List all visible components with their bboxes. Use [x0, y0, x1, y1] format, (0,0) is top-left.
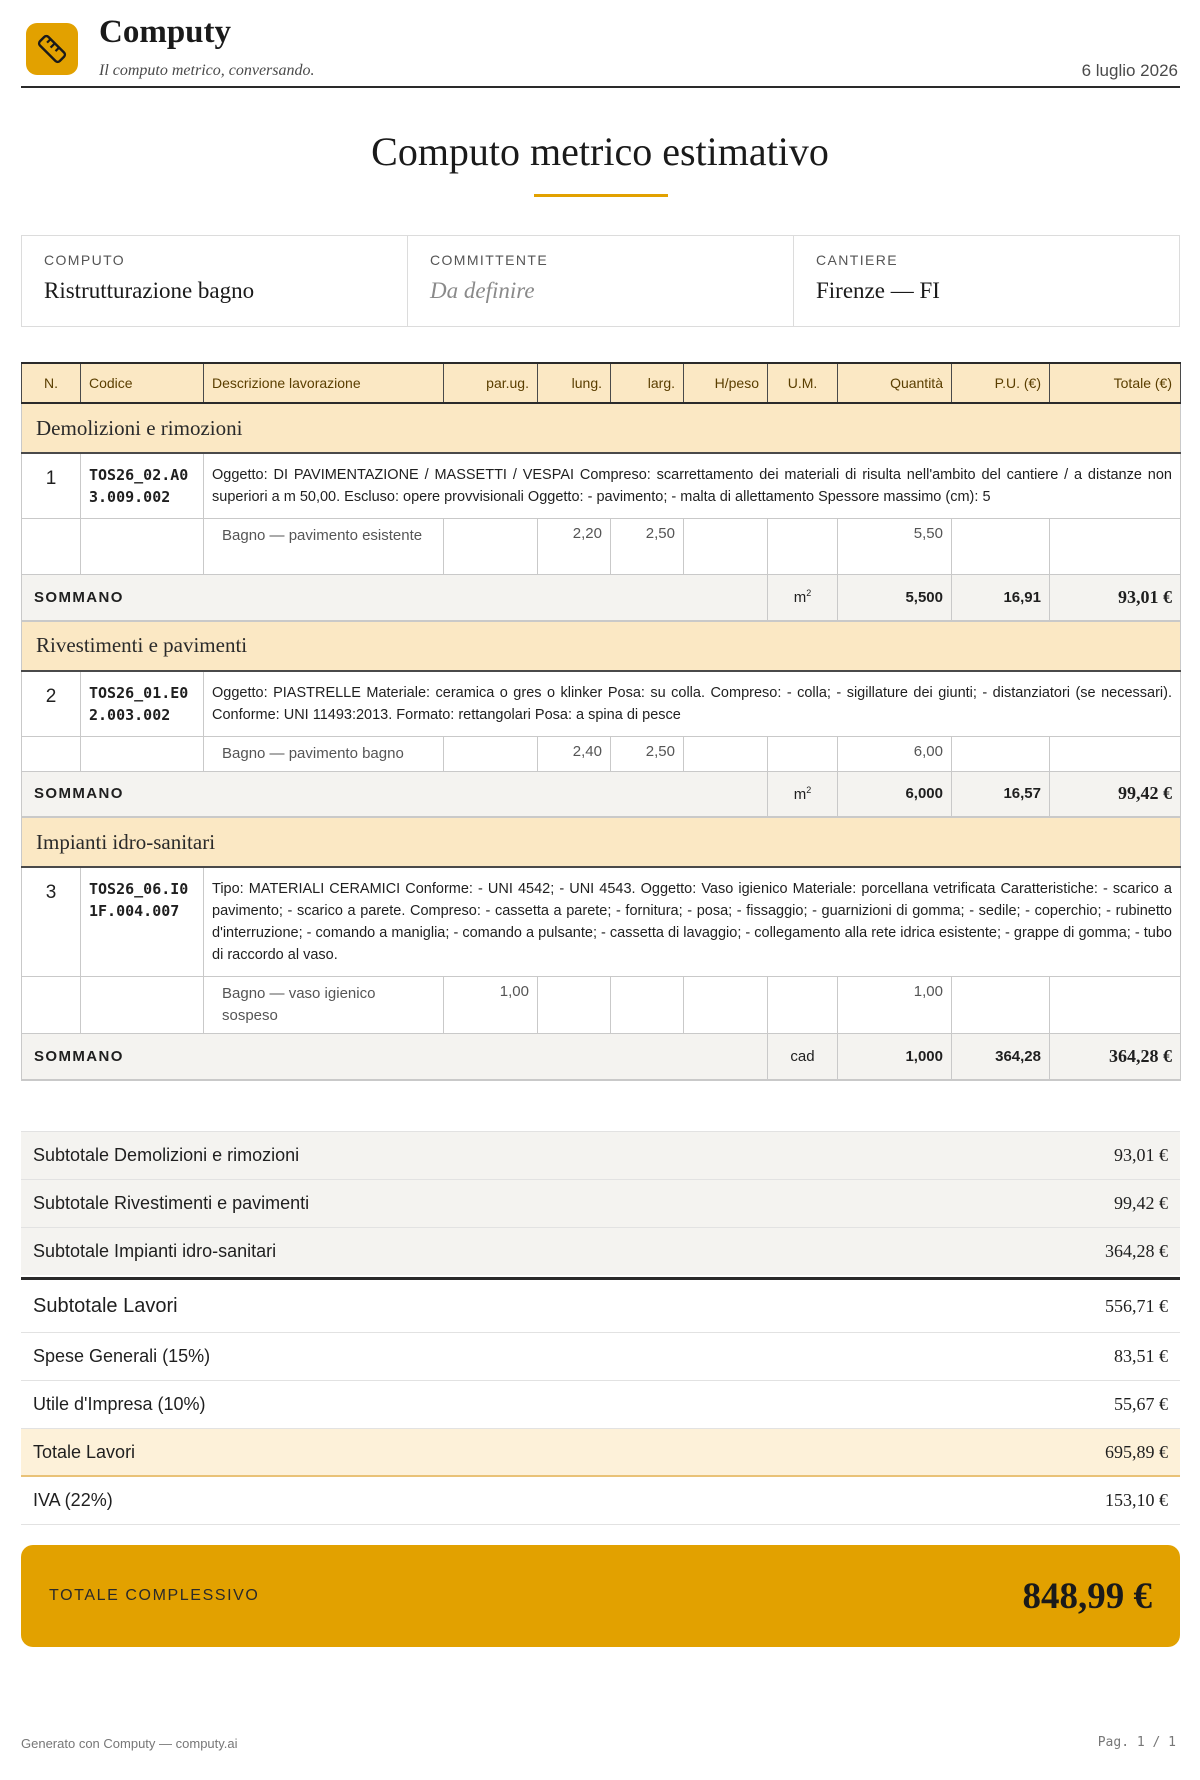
utile-impresa-row: [21, 1381, 1180, 1429]
measure-larg: 2,50: [611, 519, 684, 575]
section-row: [22, 817, 1181, 867]
subtotal-row: [21, 1179, 1180, 1227]
measure-lung: [538, 977, 611, 1034]
total-value: 556,71 €: [1105, 1296, 1168, 1316]
col-header: Descrizione lavorazione: [204, 363, 444, 403]
section-title: Rivestimenti e pavimenti: [22, 621, 1181, 671]
measure-description: Bagno — vaso igienico sospeso: [204, 977, 444, 1034]
table-row: [22, 867, 1181, 977]
sum-unit-price: 16,57: [952, 771, 1050, 817]
item-description: Oggetto: PIASTRELLE Materiale: ceramica o gres o klinker Posa: su colla. Compreso: - colla; - sigillature dei giunti; - distanziatori (se necessari). Conforme: UNI 11493:2013. Formato: rettangolari Posa: a spina di pesce: [204, 671, 1181, 737]
info-computo: [22, 236, 408, 326]
info-label: COMPUTO: [44, 252, 126, 268]
col-header: lung.: [538, 363, 611, 403]
title-underline: [534, 194, 668, 197]
info-value: Firenze — FI: [816, 278, 940, 303]
measure-lung: 2,40: [538, 736, 611, 771]
spese-generali-row: [21, 1333, 1180, 1381]
logo: [26, 23, 78, 75]
page-number: Pag. 1 / 1: [1097, 1735, 1176, 1750]
sum-quantity: 5,500: [838, 575, 952, 621]
grand-total-banner: [21, 1545, 1180, 1647]
measure-larg: [611, 977, 684, 1034]
total-label: Subtotale Lavori: [33, 1295, 178, 1317]
measure-row: [22, 977, 1181, 1034]
computo-table: [21, 362, 1181, 1081]
subtotal-value: 93,01 €: [1114, 1145, 1168, 1165]
item-number: 1: [22, 453, 81, 519]
item-number: 2: [22, 671, 81, 737]
measure-parug: 1,00: [444, 977, 538, 1034]
subtotal-label: Subtotale Impianti idro-sanitari: [33, 1241, 277, 1261]
subtotal-value: 99,42 €: [1114, 1193, 1168, 1213]
totals-summary: [21, 1281, 1180, 1525]
sum-total: 99,42 €: [1050, 771, 1181, 817]
sum-quantity: 6,000: [838, 771, 952, 817]
item-description: Oggetto: DI PAVIMENTAZIONE / MASSETTI / VESPAI Compreso: scarrettamento dei materiali di risulta nell'ambito del cantiere / a distanze non superiori a m 50,00. Escluso: opere provvisionali Oggetto: - pavimento; - malta di allettamento Spessore massimo (cm): 5: [204, 453, 1181, 519]
section-subtotals: [21, 1131, 1180, 1275]
sum-unit: $m^2$: [768, 575, 838, 621]
section-row: [22, 621, 1181, 671]
info-cantiere: [794, 236, 1179, 326]
measure-qty: 5,50: [838, 519, 952, 575]
measure-qty: 6,00: [838, 736, 952, 771]
sum-label: SOMMANO: [22, 771, 768, 817]
total-label: Spese Generali (15%): [33, 1346, 211, 1366]
sum-label: SOMMANO: [22, 575, 768, 621]
table-row: [22, 453, 1181, 519]
total-value: 153,10 €: [1105, 1490, 1168, 1510]
page-title: Computo metrico estimativo: [371, 129, 829, 174]
sum-unit-price: 364,28: [952, 1034, 1050, 1080]
total-label: Utile d'Impresa (10%): [33, 1394, 206, 1414]
item-code: TOS26_02.A0 3.009.002: [81, 453, 204, 519]
info-label: CANTIERE: [816, 252, 898, 268]
total-value: 83,51 €: [1114, 1346, 1168, 1366]
item-description: Tipo: MATERIALI CERAMICI Conforme: - UNI 4542; - UNI 4543. Oggetto: Vaso igienico Materiale: porcellana vetrificata Caratteristiche: - scarico a pavimento; - scarico a parete. Compreso: - cassetta a parete; - fornitura; - posa; - fissaggio; - guarnizioni di gomma; - sedile; - coperchio; - rubinetto d'interruzione; - comando a maniglia; - comando a pulsante; - cassetta di lavaggio; - collegamento alla rete idrica esistente; - grappe di gomma; - tubo di raccordo al vaso.: [204, 867, 1181, 977]
project-info: [21, 235, 1180, 327]
tagline: Il computo metrico, conversando.: [99, 62, 315, 79]
col-header: U.M.: [768, 363, 838, 403]
measure-row: [22, 736, 1181, 771]
measure-parug: [444, 519, 538, 575]
measure-row: [22, 519, 1181, 575]
sum-row: [22, 771, 1181, 817]
section-row: [22, 403, 1181, 453]
total-label: IVA (22%): [33, 1490, 113, 1510]
item-code: TOS26_01.E0 2.003.002: [81, 671, 204, 737]
document-date: 6 luglio 2026: [1081, 61, 1178, 80]
grand-total-label: TOTALE COMPLESSIVO: [49, 1587, 260, 1604]
totale-lavori-row: [21, 1429, 1180, 1477]
brand-name: Computy: [99, 14, 232, 50]
sum-unit-price: 16,91: [952, 575, 1050, 621]
sum-unit: cad: [768, 1034, 838, 1080]
sum-label: SOMMANO: [22, 1034, 768, 1080]
subtotal-label: Subtotale Rivestimenti e pavimenti: [33, 1193, 310, 1213]
subtotal-row: [21, 1227, 1180, 1275]
measure-hpeso: [684, 977, 768, 1034]
subtotal-value: 364,28 €: [1105, 1241, 1168, 1261]
table-row: [22, 671, 1181, 737]
totals-divider: [21, 1277, 1180, 1280]
measure-hpeso: [684, 519, 768, 575]
measure-larg: 2,50: [611, 736, 684, 771]
iva-row: [21, 1477, 1180, 1525]
table-header-row: [22, 363, 1181, 403]
measure-hpeso: [684, 736, 768, 771]
item-number: 3: [22, 867, 81, 977]
page-header: [21, 14, 1180, 88]
measure-parug: [444, 736, 538, 771]
item-code: TOS26_06.I0 1F.004.007: [81, 867, 204, 977]
measure-description: Bagno — pavimento esistente: [204, 519, 444, 575]
section-title: Impianti idro-sanitari: [22, 817, 1181, 867]
measure-description: Bagno — pavimento bagno: [204, 736, 444, 771]
col-header: Totale (€): [1050, 363, 1181, 403]
col-header: P.U. (€): [952, 363, 1050, 403]
sum-quantity: 1,000: [838, 1034, 952, 1080]
subtotal-row: [21, 1131, 1180, 1179]
info-committente: [408, 236, 794, 326]
col-header: par.ug.: [444, 363, 538, 403]
col-header: larg.: [611, 363, 684, 403]
subtotal-lavori-row: [21, 1281, 1180, 1333]
info-label: COMMITTENTE: [430, 252, 549, 268]
col-header: H/peso: [684, 363, 768, 403]
footer-credit: Generato con Computy — computy.ai: [21, 1736, 238, 1751]
sum-row: [22, 575, 1181, 621]
section-title: Demolizioni e rimozioni: [22, 403, 1181, 453]
sum-total: 364,28 €: [1050, 1034, 1181, 1080]
col-header: Codice: [81, 363, 204, 403]
total-value: 695,89 €: [1105, 1441, 1168, 1462]
measure-lung: 2,20: [538, 519, 611, 575]
subtotal-label: Subtotale Demolizioni e rimozioni: [33, 1145, 300, 1165]
info-value: Da definire: [430, 278, 535, 303]
measure-qty: 1,00: [838, 977, 952, 1034]
sum-total: 93,01 €: [1050, 575, 1181, 621]
total-label: Totale Lavori: [33, 1441, 136, 1462]
total-value: 55,67 €: [1114, 1394, 1168, 1414]
info-value: Ristrutturazione bagno: [44, 278, 255, 303]
col-header: N.: [22, 363, 81, 403]
col-header: Quantità: [838, 363, 952, 403]
ruler-icon: [34, 31, 70, 67]
sum-unit: $m^2$: [768, 771, 838, 817]
grand-total-value: 848,99 €: [1022, 1575, 1152, 1617]
sum-row: [22, 1034, 1181, 1080]
